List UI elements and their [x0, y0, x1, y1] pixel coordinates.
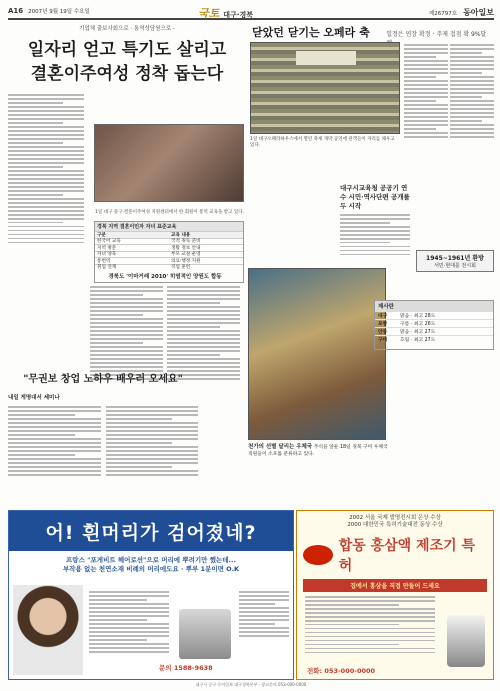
ad-headline: 합동 홍삼액 제조기 특허 [338, 538, 476, 574]
photo-caption: 1일 대구오페라하우스에서 열린 축제 개막 공연에 관객들이 자리를 채우고 있다. [250, 137, 395, 148]
ad-award-text: 2002 서울 국제 발명전시회 은상 수상 2000 대한민국 특허기술대전 동상 수상 [347, 515, 443, 528]
article-kicker: 기업체 출보사회으로 · 통역성담원으로 - [79, 26, 175, 32]
ad-subheadline: 프랑스 "포게비트 헤어로션"으로 머리에 뿌려기만 했는데... 부작용 없는 천연소재 비례의 머리에도요 · 뿌루 1분이면 O.K [62, 556, 240, 573]
ad-brand [303, 535, 487, 575]
section-header [198, 5, 253, 21]
article-headline: 대구시교육청 공공기 연수 시민·역사단편 공개를 두 시작 [340, 184, 410, 210]
product-photo [447, 615, 485, 667]
article-headline: 닫았던 닫기는 오페라 축 [252, 26, 370, 39]
article-education-office [340, 184, 494, 258]
table-row: 한국어 교육 국적 취득 준비 [95, 238, 243, 245]
article-startup-seminar [8, 370, 198, 500]
article-body [90, 284, 240, 382]
masthead-right [429, 7, 494, 18]
article-headline: 경북도 '이마거래 2010' 히염적인 양원도 합동 [108, 274, 222, 280]
ad-body [239, 589, 289, 639]
ad-phone: 전화: 053-000-0000 [307, 667, 376, 675]
article-marriage-migrants [8, 24, 246, 300]
ad-body [305, 596, 435, 653]
photo-caption: 천가의 선별 달리는 우체국 추석을 앞둔 18일 경북 구미 우체국 직원들이 소포를 분류하고 있다. [248, 444, 388, 457]
article-subheadline: 일정은 연장 확정 · 주제 접점 확 9%달 [386, 31, 487, 38]
article-body [8, 404, 198, 478]
table-row: 취업 연계 직업 훈련 [95, 264, 243, 271]
model-photo [13, 585, 83, 675]
ad-headline: 어! 흰머리가 검어졌네? [45, 521, 257, 544]
article-photo [94, 124, 245, 215]
weather-box [374, 300, 494, 350]
weather-row: 구미 흐림 · 최고 27도 [375, 335, 493, 343]
article-headline: 일자리 얻고 특기도 살리고 결혼이주여성 정착 돕는다 [27, 40, 227, 84]
weather-row: 대구 맑음 · 최고 28도 [375, 311, 493, 319]
table-title: 경북 지역 결혼이민자 자녀 표준교육 [95, 222, 243, 231]
brand-logo-icon [303, 545, 333, 565]
table-header: 구분 교육 내용 [95, 231, 243, 238]
ad-body [89, 589, 169, 655]
ad-band: 집에서 홍삼을 직접 만들어 드세요 [303, 579, 487, 592]
page-number: A16 [8, 7, 24, 15]
issue-number: 제26797호 [428, 11, 458, 17]
page-footer: 대구시 중구 동아일보 대구경북본부 · 광고문의 053-000-0000 [195, 682, 307, 687]
photo-caption: 1일 대구 중구 결혼이주여성 지원센터에서 한 회원이 통역 교육을 받고 있다. [95, 210, 245, 215]
article-body [450, 42, 494, 140]
article-subheadline: 내일 게명대서 세미나 [8, 395, 60, 401]
red-ginseng-maker-ad[interactable] [296, 510, 494, 680]
section-region: 대구·경북 [223, 11, 253, 19]
section-logo: 국토 [198, 7, 220, 20]
masthead [8, 4, 494, 20]
weather-row: 안동 맑음 · 최고 27도 [375, 327, 493, 335]
ad-phone: 문의 1588-9638 [159, 664, 213, 672]
product-photo [179, 609, 231, 659]
newspaper-name: 동아일보 [463, 7, 494, 17]
weather-title: 제사란 [375, 301, 493, 311]
hair-lotion-ad[interactable] [8, 510, 294, 680]
article-opera-festival [250, 24, 494, 182]
table-row: 통번역 의료·행정 지원 [95, 257, 243, 264]
article-body [340, 214, 410, 255]
table-row: 지역 방문 생활 정보 안내 [95, 244, 243, 251]
ad-banner [9, 511, 293, 551]
table-row: 자녀 양육 부모 교실 운영 [95, 251, 243, 258]
exhibition-box: 1945~1961년 환방 서민·현대를 전시회 [416, 250, 494, 272]
issue-date: 2007년 9월 19일 수요일 [28, 9, 90, 15]
post-office-photo [248, 268, 386, 440]
article-body [8, 92, 84, 246]
opera-hall-photo [250, 42, 400, 134]
weather-row: 포항 구름 · 최고 26도 [375, 319, 493, 327]
article-body [404, 42, 448, 140]
article-headline: "무권보 창업 노하우 배우러 오세요" [23, 374, 183, 385]
